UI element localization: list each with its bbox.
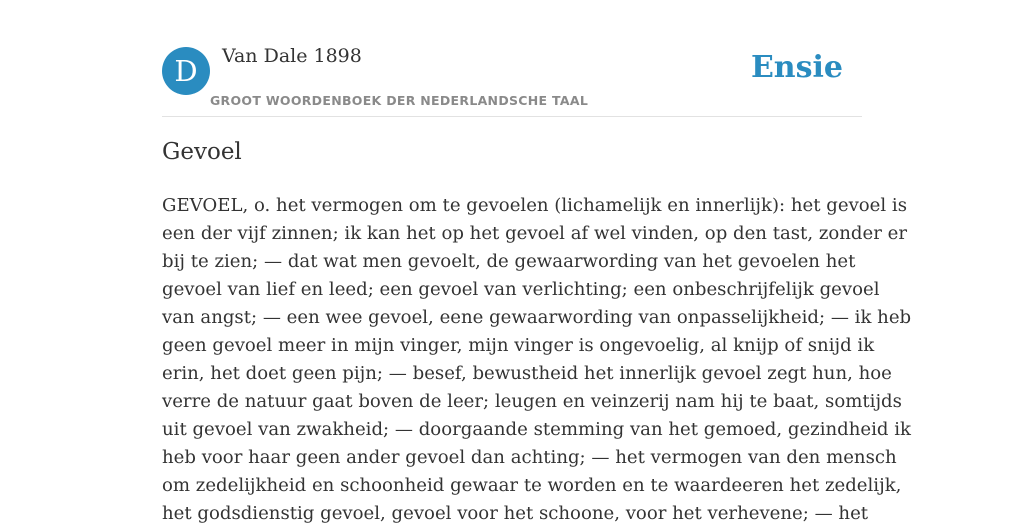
ensie-logo[interactable]: Ensie (750, 50, 843, 85)
definition-line: geen gevoel meer in mijn vinger, mijn vinger is ongevoelig, al knijp of snijd ik (162, 335, 875, 356)
definition-line: heb voor haar geen ander gevoel dan achting; — het vermogen van den mensch (162, 447, 897, 468)
dictionary-subtitle: GROOT WOORDENBOEK DER NEDERLANDSCHE TAAL (210, 93, 589, 108)
definition-line: het godsdienstig gevoel, gevoel voor het schoone, voor het verhevene; — het (162, 503, 869, 524)
dictionary-header (162, 0, 862, 117)
entry-heading: Gevoel (162, 139, 242, 165)
definition-line: uit gevoel van zwakheid; — doorgaande stemming van het gemoed, gezindheid ik (162, 419, 911, 440)
definition-line: van angst; — een wee gevoel, eene gewaarwording van onpasselijkheid; — ik heb (162, 307, 912, 328)
definition-line: een der vijf zinnen; ik kan het op het gevoel af wel vinden, op den tast, zonder er (162, 223, 907, 244)
content-container (162, 0, 912, 524)
definition-line: om zedelijkheid en schoonheid gewaar te worden en te waardeeren het zedelijk, (162, 475, 902, 496)
entry-definition (162, 192, 912, 528)
definition-line: gevoel van lief en leed; een gevoel van verlichting; een onbeschrijfelijk gevoel (162, 279, 880, 300)
definition-line: bij te zien; — dat wat men gevoelt, de gewaarwording van het gevoelen het (162, 251, 856, 272)
definition-line: erin, het doet geen pijn; — besef, bewustheid het innerlijk gevoel zegt hun, hoe (162, 363, 892, 384)
dictionary-logo-icon[interactable]: D (162, 47, 210, 95)
dictionary-title[interactable]: Van Dale 1898 (222, 45, 362, 67)
definition-line: GEVOEL, o. het vermogen om te gevoelen (lichamelijk en innerlijk): het gevoel is (162, 195, 907, 216)
definition-line: verre de natuur gaat boven de leer; leugen en veinzerij nam hij te baat, somtijds (162, 391, 902, 412)
